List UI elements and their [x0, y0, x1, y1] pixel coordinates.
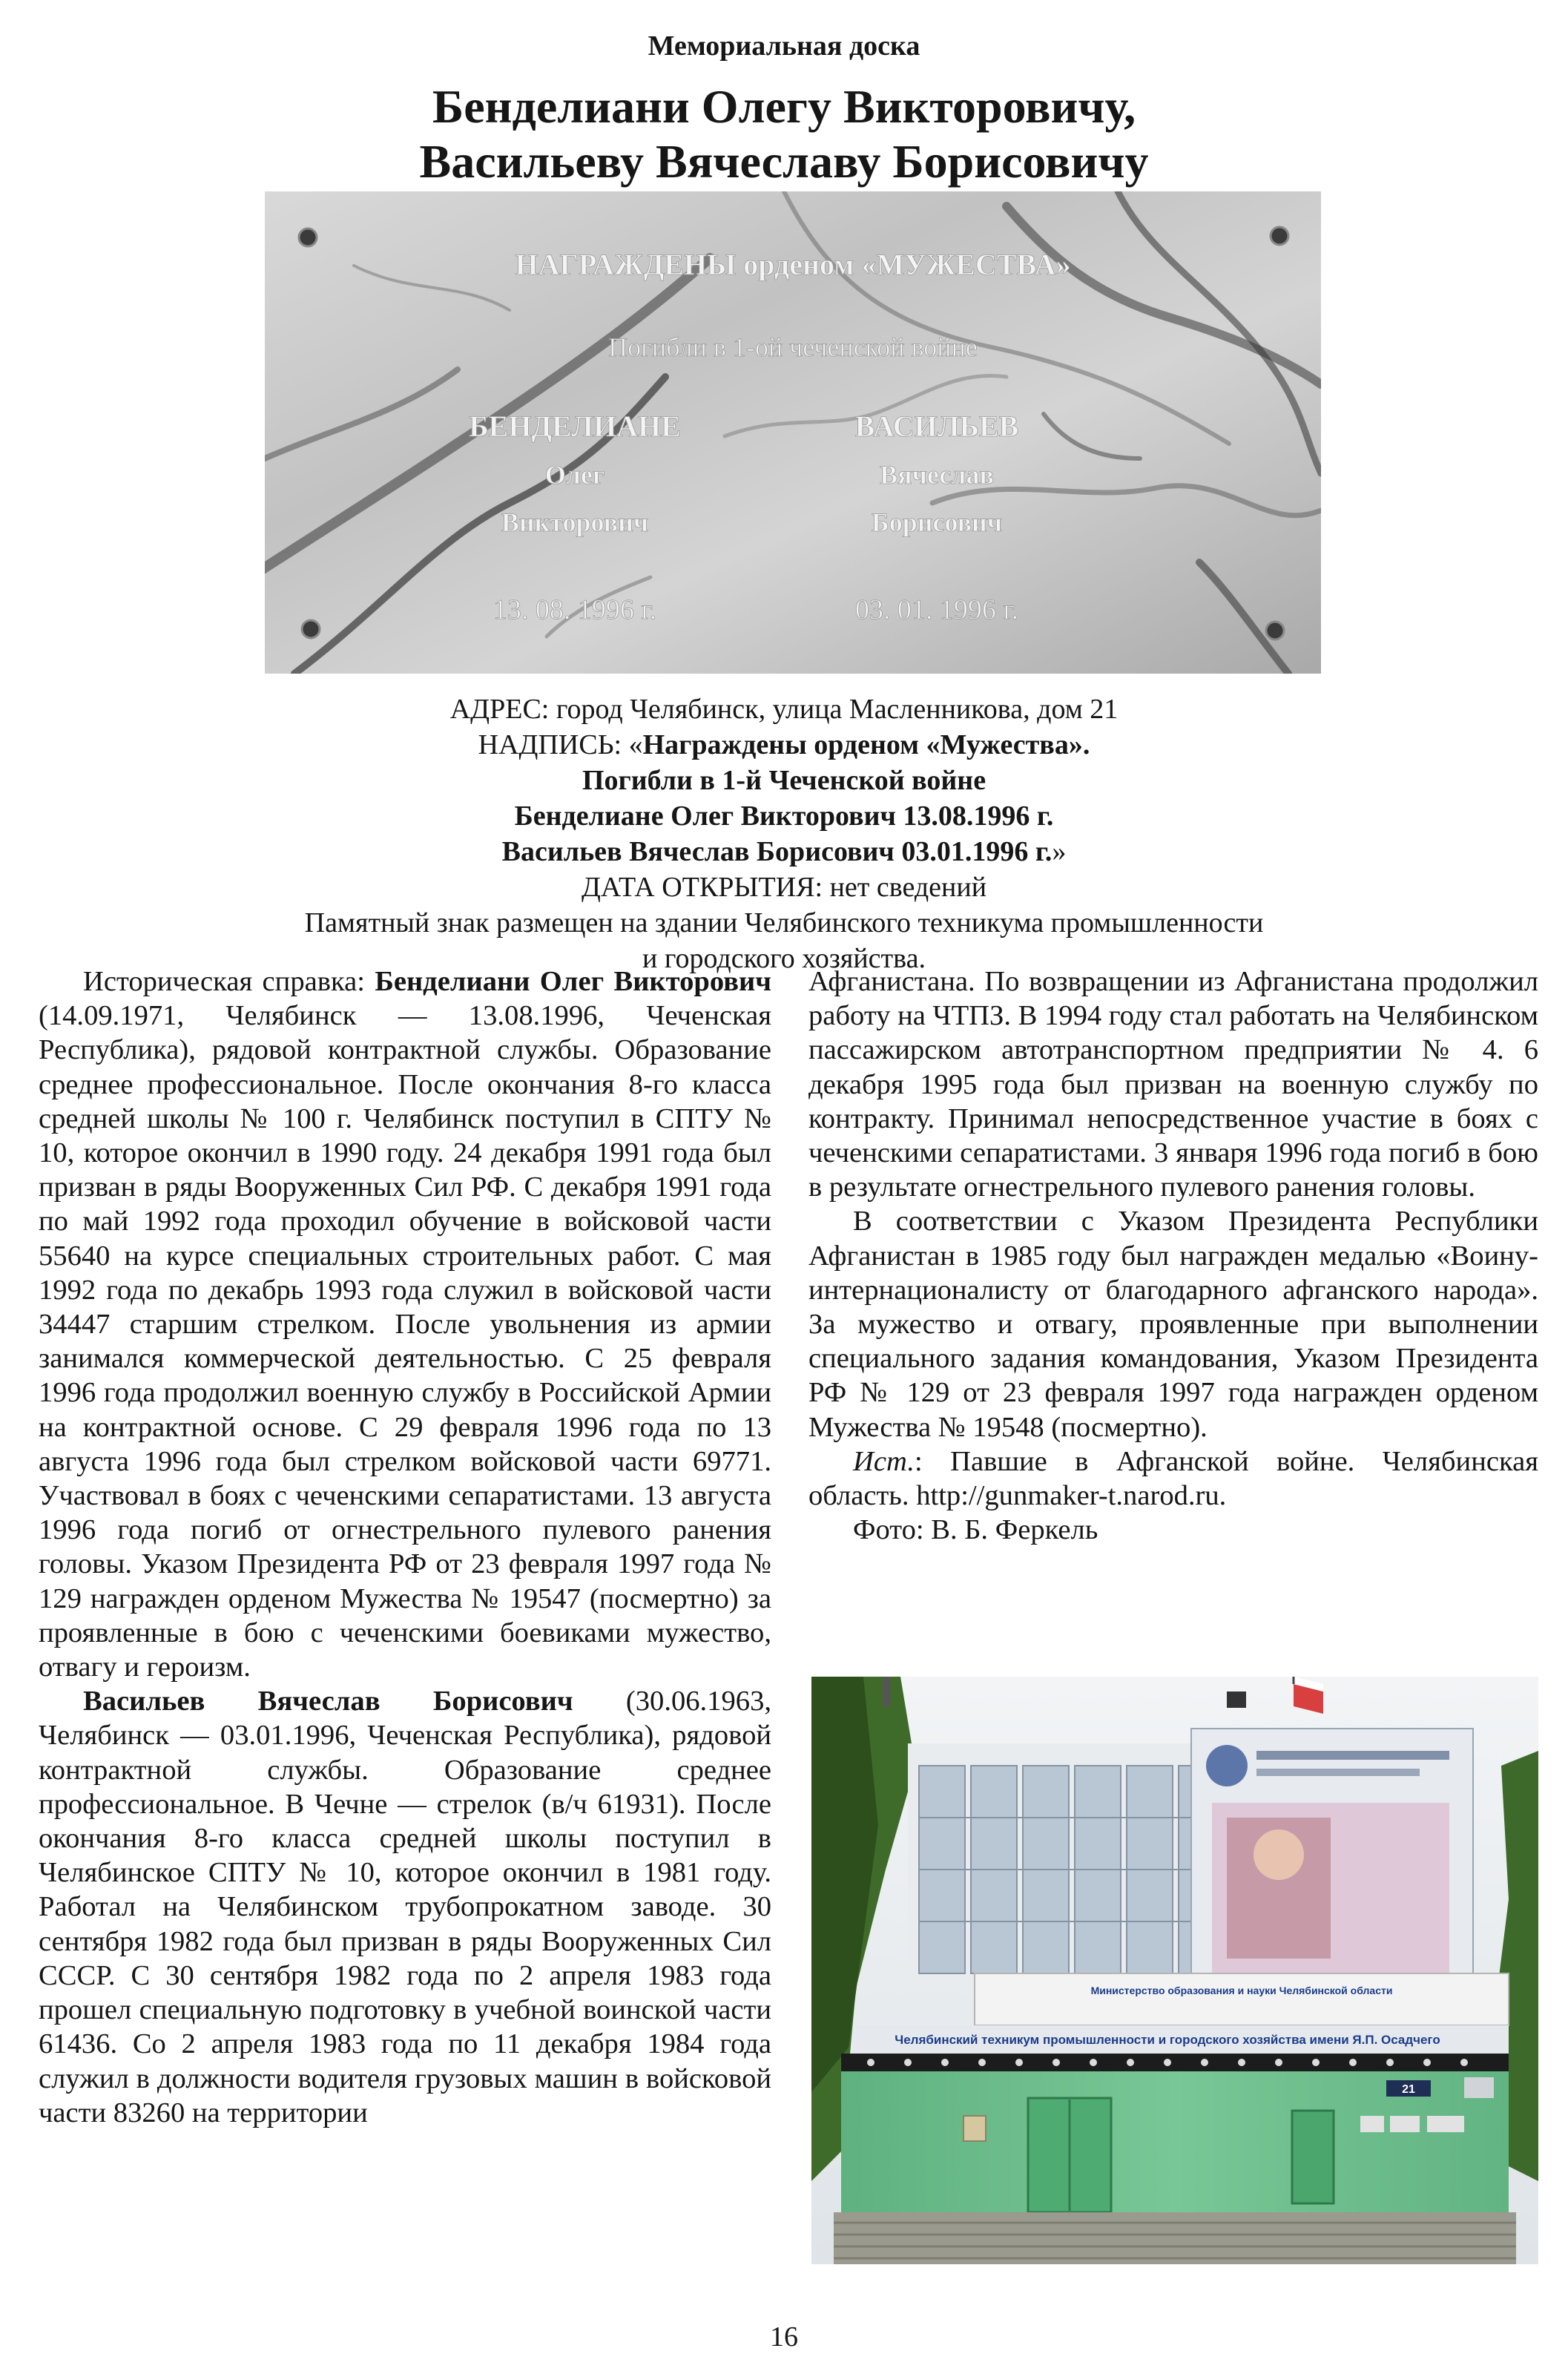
building-photo — [811, 1677, 1538, 2264]
sign-ministry: Министерство образования и науки Челябинской области — [1090, 1985, 1393, 1996]
house-number-sign: 21 — [1402, 2083, 1415, 2096]
inscription-line: НАДПИСЬ: «Награждены орденом «Мужества». — [478, 729, 1090, 760]
page-number: 16 — [770, 2321, 798, 2353]
photo-credit: Фото: В. Б. Феркель — [853, 1514, 1098, 1546]
location-line-2: и городского хозяйства. — [642, 943, 926, 974]
article-column-left — [39, 964, 771, 2130]
bio-bendeliani: Историческая справка: Бенделиани Олег Викторович (14.09.1971, Челябинск — 13.08.1996, Чеченская Республика), рядовой контрактной службы. Образование среднее профессиональное. После окончания 8-го класса средней школы № 100 г. Челябинск поступил в СПТУ № 10, которое окончил в 1990 году. 24 декабря 1991 года был призван в ряды Вооруженных Сил РФ. С декабря 1991 года по май 1992 года проходил обучение в войсковой части 55640 на курсе специальных строительных работ. С мая 1992 года по декабрь 1993 года служил в войсковой части 34447 старшим стрелком. После увольнения из армии занимался коммерческой деятельностью. С 25 февраля 1996 года продолжил военную службу в Российской Армии на контрактной основе. С 29 февраля 1996 года по 13 августа 1996 года был стрелком войсковой части 69771. Участвовал в боях с чеченскими сепаратистами. 13 августа 1996 года погиб от огнестрельного пулевого ранения головы. Указом Президента РФ от 23 февраля 1997 года № 129 награжден орденом Мужества № 19547 (посмертно) за проявленные в бою с чеченскими боевиками мужество, отвагу и героизм. — [39, 966, 771, 1683]
bio-vasiliev-continued: Афганистана. По возвращении из Афганистана продолжил работу на ЧТПЗ. В 1994 году стал работать на Челябинском пассажирском автотранспортном предприятии № 4. 6 декабря 1995 года был призван на военную службу по контракту. Принимал непосредственное участие в боях с чеченскими сепаратистами. 3 января 1996 года погиб в бою в результате огнестрельного пулевого ранения головы. — [808, 966, 1538, 1203]
plaque-right-date: 03. 01. 1996 г. — [854, 594, 1019, 625]
address-line: АДРЕС: город Челябинск, улица Масленникова, дом 21 — [449, 694, 1119, 725]
source-line: Ист.: Павшие в Афганской войне. Челябинская область. http://gunmaker-t.narod.ru. — [808, 1445, 1538, 1512]
title-line-2: Васильеву Вячеславу Борисовичу — [419, 135, 1149, 188]
article-column-right — [808, 964, 1538, 1547]
inscription-line-3: Бенделиане Олег Викторович 13.08.1996 г. — [514, 800, 1054, 832]
memorial-info: АДРЕС: город Челябинск, улица Масленникова, дом 21 НАДПИСЬ: «Награждены орденом «Мужества». Погибли в 1-й Чеченской войне Бенделиане Олег Викторович 13.08.1996 г. Васильев Вячеслав Борисович 03.01.1996 г.» ДАТА ОТКРЫТИЯ: нет сведений Памятный знак размещен на здании Челябинского техникума промышленности и городского хозяйства. — [0, 691, 1568, 976]
plaque-line-1: НАГРАЖДЕНЫ орденом «МУЖЕСТВА» — [515, 248, 1071, 281]
plaque-left-name: Олег — [544, 460, 605, 490]
title-line-1: Бенделиани Олегу Викторовичу, — [432, 80, 1136, 133]
sign-technikum: Челябинский техникум промышленности и городского хозяйства имени Я.П. Осадчего — [895, 2033, 1440, 2047]
subtitle: Мемориальная доска — [648, 30, 920, 62]
bio-vasiliev: Васильев Вячеслав Борисович (30.06.1963, Челябинск — 03.01.1996, Чеченская Республика), рядовой контрактной службы. Образование среднее профессиональное. В Чечне — стрелок (в/ч 61931). После окончания 8-го класса средней школы поступил в Челябинское СПТУ № 10, которое окончил в 1981 году. Работал на Челябинском трубопрокатном заводе. 30 сентября 1982 года был призван в ряды Вооруженных Сил СССР. С 30 сентября 1982 года по 2 апреля 1983 года прошел специальную подготовку в учебной воинской части 61436. Со 2 апреля 1983 года по 11 декабря 1984 года служил в должности водителя грузовых машин в войсковой части 83260 на территории — [39, 1686, 771, 2128]
plaque-line-2: Погибли в 1-ой чеченской войне — [608, 332, 978, 362]
opening-date-line: ДАТА ОТКРЫТИЯ: нет сведений — [581, 872, 987, 903]
location-line-1: Памятный знак размещен на здании Челябинского техникума промышленности — [304, 907, 1264, 938]
memorial-plaque-photo — [265, 191, 1321, 674]
plaque-right-name: Вячеслав — [880, 460, 994, 490]
plaque-left-patronymic: Викторович — [501, 507, 649, 537]
plaque-right-surname: ВАСИЛЬЕВ — [854, 410, 1019, 443]
award-paragraph: В соответствии с Указом Президента Республики Афганистан в 1985 году был награжден медалью «Воину-интернационалисту от благодарного афганского народа». За мужество и отвагу, проявленные при выполнении специального задания командования, Указом Президента РФ № 129 от 23 февраля 1997 года награжден орденом Мужества № 19548 (посмертно). — [808, 1206, 1538, 1443]
plaque-left-date: 13. 08. 1996 г. — [493, 594, 657, 625]
plaque-left-surname: БЕНДЕЛИАНЕ — [469, 410, 681, 443]
inscription-line-2: Погибли в 1-й Чеченской войне — [582, 765, 986, 796]
inscription-line-4: Васильев Вячеслав Борисович 03.01.1996 г. — [501, 836, 1053, 867]
plaque-right-patronymic: Борисович — [871, 507, 1003, 537]
